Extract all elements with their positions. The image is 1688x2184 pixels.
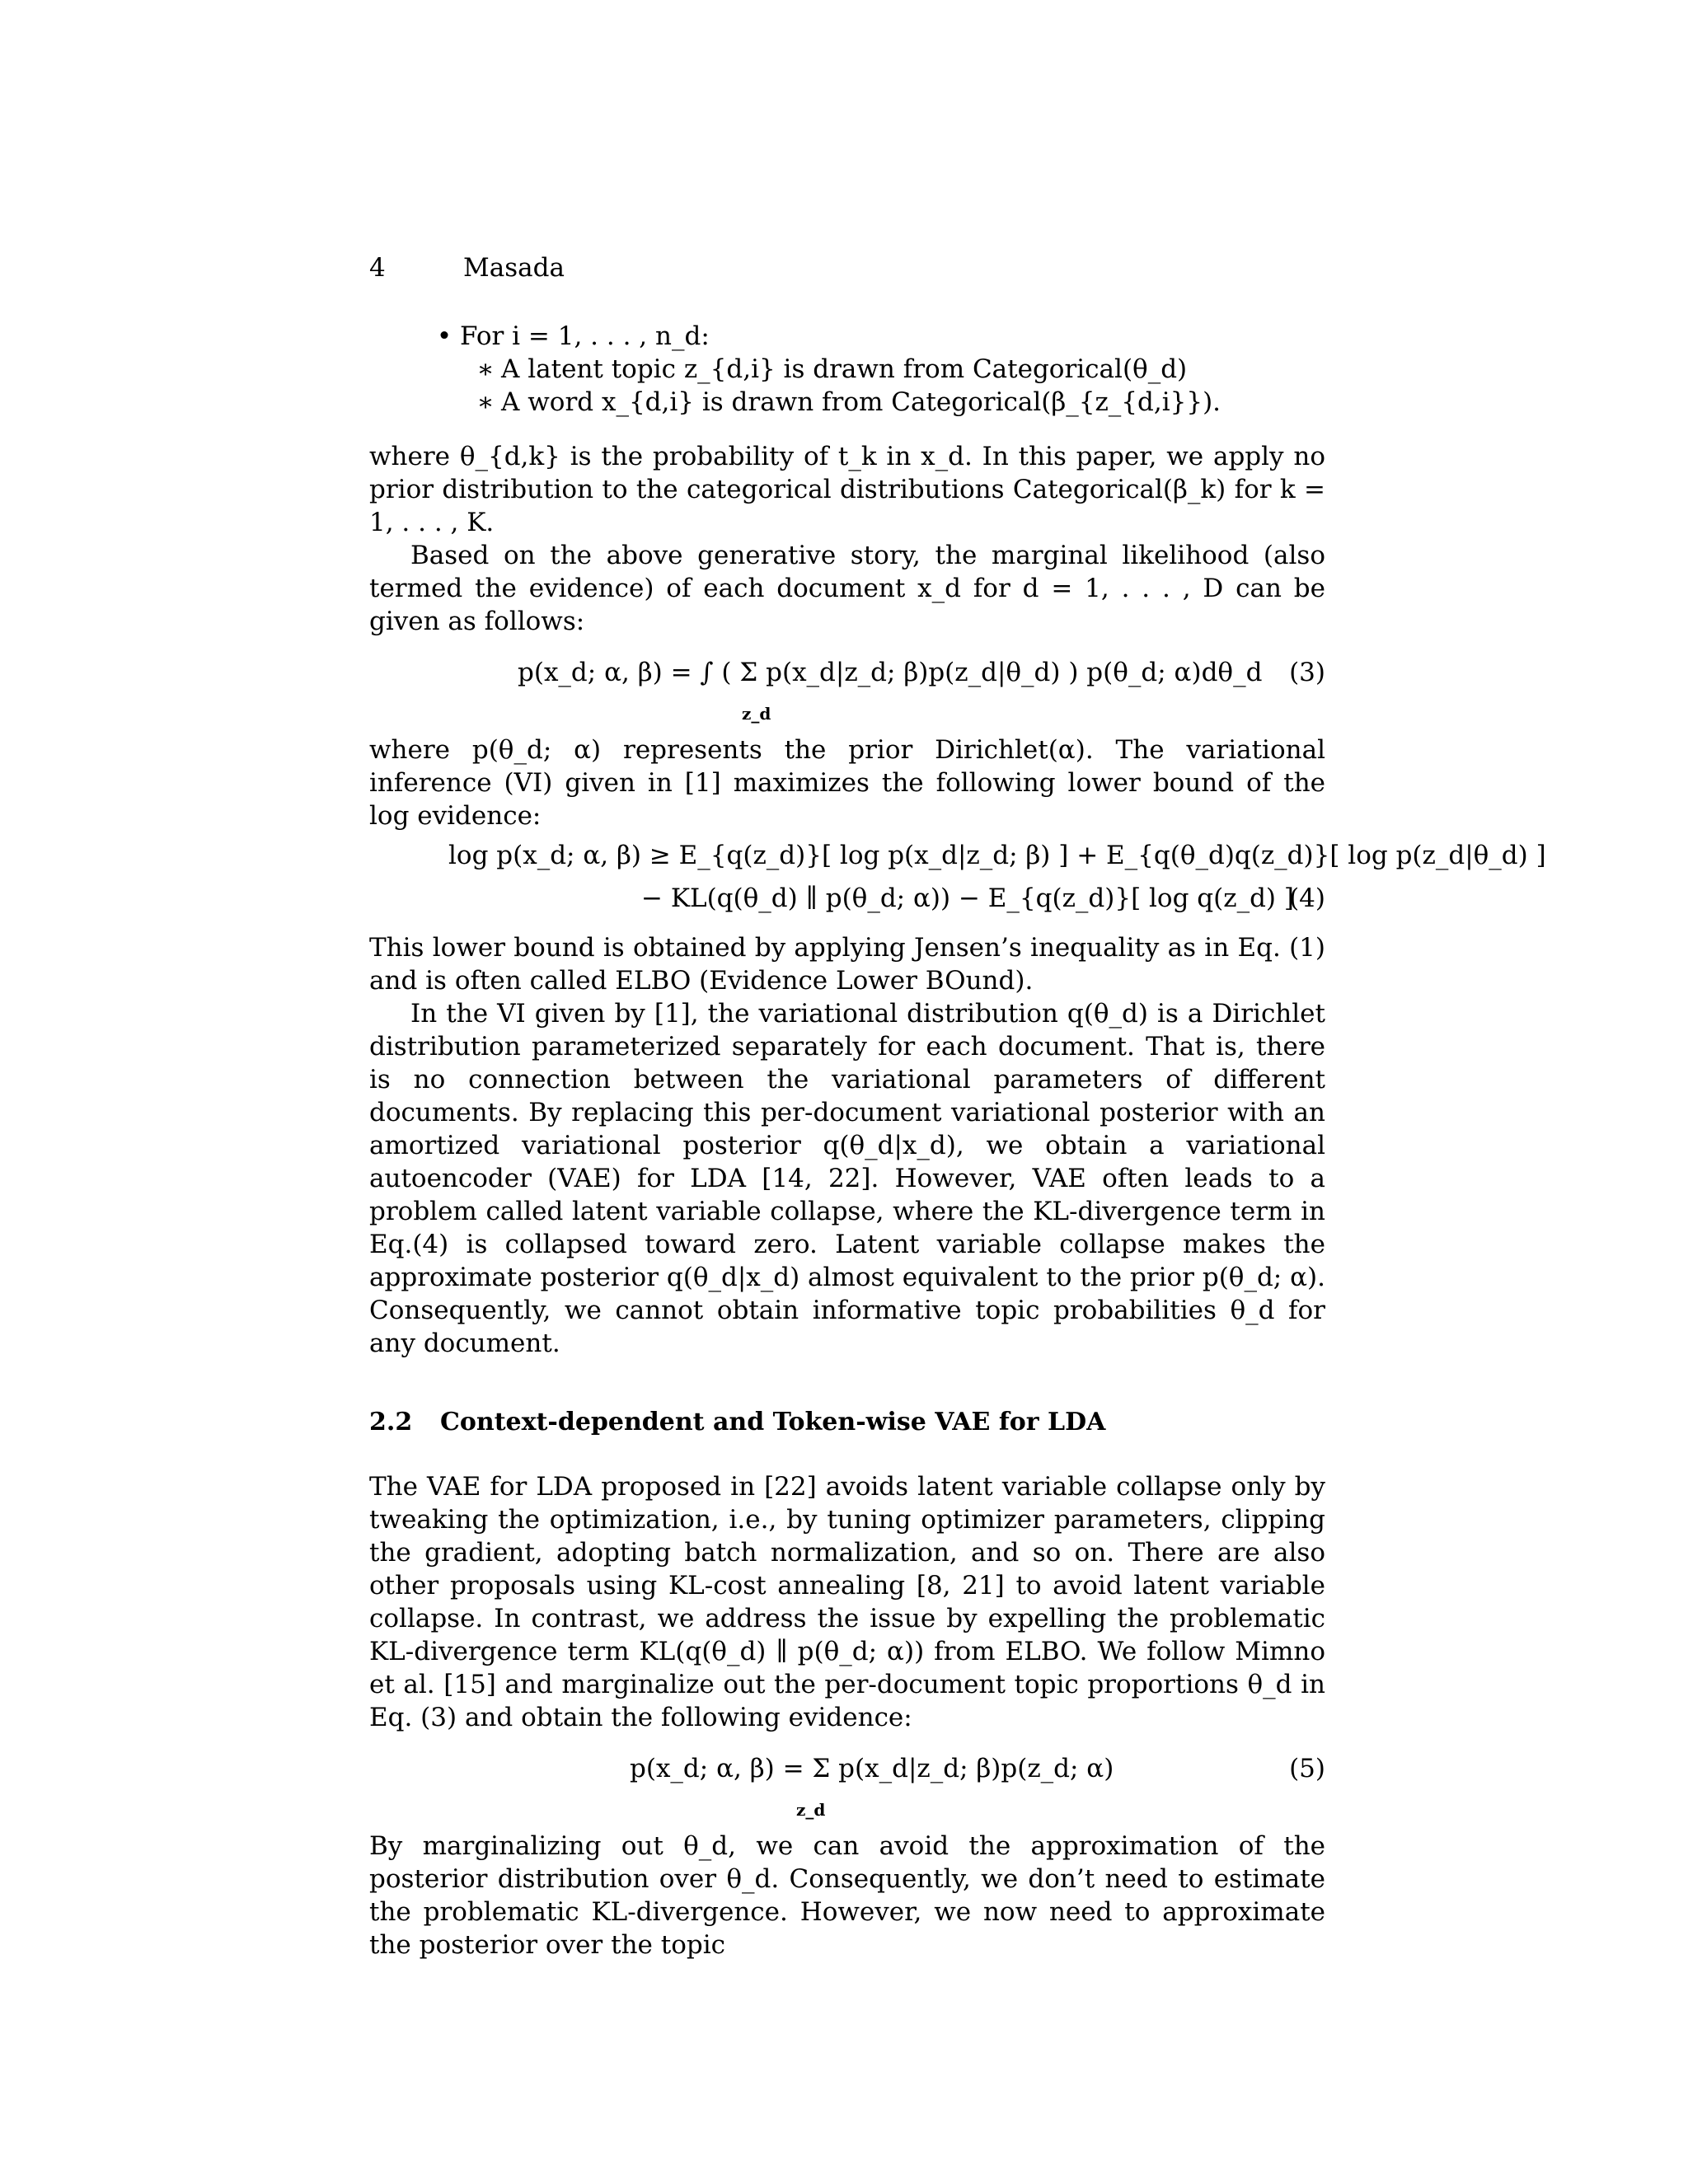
bullet-mark: • — [436, 321, 452, 351]
equation-line: log p(x_d; α, β) ≥ E_{q(z_d)}[ log p(x_d|z_d; β) ] + E_{q(θ_d)q(z_d)}[ log p(z_d|θ_d) ] — [448, 841, 1546, 870]
equation-3 — [369, 638, 1325, 724]
main-text — [369, 440, 1546, 1961]
equation-5 — [369, 1734, 1325, 1820]
equation-4 — [369, 832, 1546, 931]
section-title: Context-dependent and Token-wise VAE for LDA — [440, 1408, 1106, 1436]
list-item — [369, 386, 1325, 419]
list-item-text: For i = 1, . . . , n_d: — [460, 321, 710, 351]
summation-subscript: z_d — [742, 704, 771, 724]
paragraph: In the VI given by [1], the variational distribution q(θ_d) is a Dirichlet distribution parameterized separately for each document. That is, there is no connection between the variational parameters of different documents. By replacing this per-document variational posterior with an amortized variational posterior q(θ_d|x_d), we obtain a variational autoencoder (VAE) for LDA [14, 22]. However, VAE often leads to a problem called latent variable collapse, where the KL-divergence term in Eq.(4) is collapsed toward zero. Latent variable collapse makes the approximate posterior q(θ_d|x_d) almost equivalent to the prior p(θ_d; α). Consequently, we cannot obtain informative topic probabilities θ_d for any document. — [369, 999, 1325, 1358]
bullet-mark: ∗ — [476, 387, 495, 417]
paragraph: where θ_{d,k} is the probability of t_k in x_d. In this paper, we apply no prior distribution to the categorical distributions Categorical(β_k) for k = 1, . . . , K. — [369, 442, 1325, 537]
equation-number: (4) — [1289, 883, 1325, 913]
section-number: 2.2 — [369, 1408, 413, 1436]
bullet-mark: ∗ — [476, 354, 495, 384]
paragraph: By marginalizing out θ_d, we can avoid the approximation of the posterior distribution over θ_d. Consequently, we don’t need to estimate the problematic KL-divergence. However, we now need to approximate the posterior over the topic — [369, 1831, 1325, 1960]
paragraph: The VAE for LDA proposed in [22] avoids latent variable collapse only by tweaking the optimization, i.e., by tuning optimizer parameters, clipping the gradient, adopting batch normalization, and so on. There are also other proposals using KL-cost annealing [8, 21] to avoid latent variable collapse. In contrast, we address the issue by expelling the problematic KL-divergence term KL(q(θ_d) ∥ p(θ_d; α)) from ELBO. We follow Mimno et al. [15] and marginalize out the per-document topic proportions θ_d in Eq. (3) and obtain the following evidence: — [369, 1472, 1325, 1732]
paragraph: Based on the above generative story, the marginal likelihood (also termed the evidence) of each document x_d for d = 1, . . . , D can be given as follows: — [369, 541, 1325, 636]
equation-number: (3) — [1289, 658, 1325, 687]
paragraph: This lower bound is obtained by applying Jensen’s inequality as in Eq. (1) and is often called ELBO (Evidence Lower BOund). — [369, 933, 1325, 996]
equation-number: (5) — [1289, 1754, 1325, 1783]
equation-line: − KL(q(θ_d) ∥ p(θ_d; α)) − E_{q(z_d)}[ log q(z_d) ] — [641, 883, 1294, 913]
list-item — [369, 320, 1325, 353]
list-item-text: A latent topic z_{d,i} is drawn from Categorical(θ_d) — [501, 354, 1188, 384]
summation-subscript: z_d — [796, 1800, 826, 1820]
page-number: 4 — [369, 253, 386, 283]
running-head-author: Masada — [463, 253, 565, 283]
generative-steps-list — [369, 320, 1325, 419]
equation-body: p(x_d; α, β) = Σ p(x_d|z_d; β)p(z_d; α) — [630, 1754, 1114, 1783]
list-item-text: A word x_{d,i} is drawn from Categorical(β_{z_{d,i}}). — [501, 387, 1221, 417]
equation-body: p(x_d; α, β) = ∫ ( Σ p(x_d|z_d; β)p(z_d|θ_d) ) p(θ_d; α)dθ_d — [518, 658, 1263, 687]
page-header — [369, 251, 1325, 284]
section-heading — [369, 1406, 1325, 1439]
paragraph: where p(θ_d; α) represents the prior Dirichlet(α). The variational inference (VI) given in [1] maximizes the following lower bound of the log evidence: — [369, 735, 1325, 831]
list-item — [369, 353, 1325, 386]
